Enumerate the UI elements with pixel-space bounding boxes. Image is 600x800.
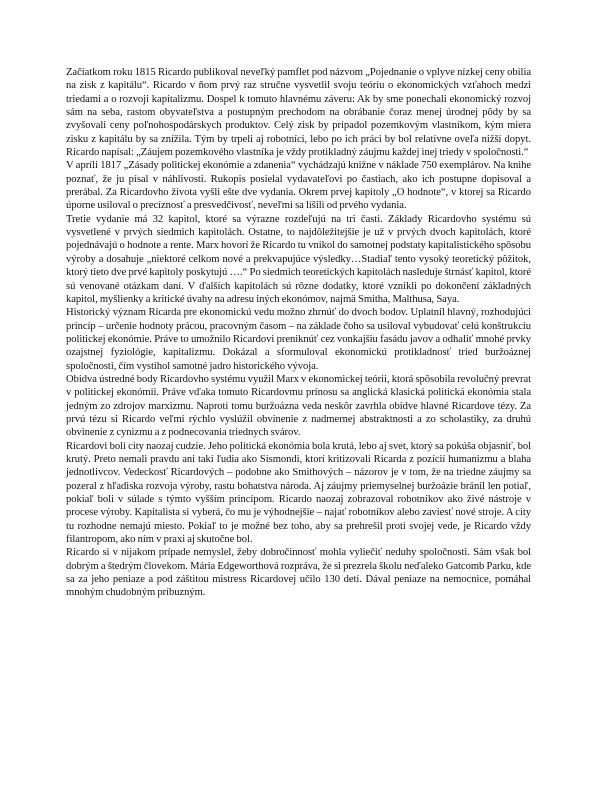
paragraph-3: Tretie vydanie má 32 kapitol, ktoré sa výrazne rozdeľujú na tri časti. Základy Ricardovho systému sú vysvetlené v prvých siedmich kapitolách. Ostatne, to najdôležitejšie je už v prvých dvoch kapitolách, ktoré pojednávajú o hodnote a rente. Marx hovorí že Ricardo tu vnikol do samotnej podstaty kapitalistického spôsobu výroby a dosahuje „niektoré celkom nové a prekvapujúce výsledky…Stadiaľ tento vysoký teoretický pôžitok, ktorý tieto dve prvé kapitoly poskytujú ….“ Po siedmich teoretických kapitolách nasleduje štrnásť kapitol, ktoré sú venované otázkam daní. V ďalších kapitolách sú rôzne dodatky, ktoré vznikli po dokončení základných kapitol, myšlienky a kritické úvahy na adresu iných ekonómov, najmä Smitha, Malthusa, Saya. — [66, 213, 531, 305]
paragraph-1: Začiatkom roku 1815 Ricardo publikoval neveľký pamflet pod názvom „Pojednanie o vplyve nízkej ceny obilia na zisk z kapitálu“. Ricardo v ňom prvý raz stručne vysvetlil svoju teóriu o ekonomických vzťahoch medzi triedami a o rozvoji kapitalizmu. Dospel k tomuto hlavnému záveru: Ak by sme ponechali ekonomický rozvoj sám na seba, rastom obyvateľstva a postupným prechodom na obrábanie čoraz menej úrodnej pôdy by sa zvyšovali ceny poľnohospodárskych produktov. Celý zisk by pripadol pozemkovým vlastníkom, kým miera zisku z kapitálu by sa znížila. Tým by trpeli aj robotníci, lebo po ich práci by bol relatívne oveľa nižší dopyt. Ricardo napísal: „Záujem pozemkového vlastníka je vždy protikladný záujmu každej inej triedy v spoločnosti.“ — [66, 67, 531, 159]
paragraph-5: Obidva ústredné body Ricardovho systému využil Marx v ekonomickej teórii, ktorá spôsobila revolučný prevrat v politickej ekonómii. Práve vďaka tomuto Ricardovmu prínosu sa anglická klasická politická ekonómia stala jedným zo zdrojov marxizmu. Naproti tomu buržoázna veda neskôr zavrhla obidve hlavné Ricardove tézy. Za prvú tézu si Ricardo veľmi rýchlo vyslúžil obvinenie z nadmernej abstraktnosti a zo scholastiky, za druhú obvinenie z cynizmu a z podnecovania triednych svárov. — [66, 373, 531, 439]
body-text — [66, 66, 531, 600]
paragraph-4: Historický význam Ricarda pre ekonomickú vedu možno zhrnúť do dvoch bodov. Uplatnil hlavný, rozhodujúci princíp – určenie hodnoty prácou, pracovným časom – na základe čoho sa usiloval vybudovať celú konštrukciu politickej ekonómie. Práve to umožnilo Ricardovi preniknúť cez vonkajšiu fasádu javov a odhaliť mnohé prvky ozajstnej fyziológie, kapitalizmu. Dokázal a sformuloval ekonomickú protikladnosť tried buržoáznej spoločnosti, čím vystihol samotné jadro historického vývoja. — [66, 307, 531, 372]
paragraph-7: Ricardo si v nijakom prípade nemyslel, žeby dobročinnosť mohla vyliečiť neduhy spoločnosti. Sám však bol dobrým a štedrým človekom. Mária Edgeworthová rozpráva, že si prezrela školu neďaleko Gatcomb Parku, kde sa za jeho peniaze a pod záštitou mistress Ricardovej učilo 130 detí. Dával peniaze na nemocnice, pomáhal mnohým chudobným príbuzným. — [66, 547, 531, 599]
paragraph-2: V apríli 1817 „Zásady politickej ekonómie a zdanenia“ vychádzajú knižne v náklade 750 exemplárov. Na knihe poznať, že ju písal v náhlivosti. Rukopis posielal vydavateľovi po častiach, ako ich postupne dopisoval a prerábal. Za Ricardovho života vyšli ešte dve vydania. Okrem prvej kapitoly „O hodnote“, v ktorej sa Ricardo úporne usiloval o precíznosť a presvedčivosť, neveľmi sa líšili od prvého vydania. — [66, 160, 531, 212]
paragraph-6: Ricardovi boli city naozaj cudzie. Jeho politická ekonómia bola krutá, lebo aj svet, ktorý sa pokúša objasniť, bol krutý. Preto nemali pravdu ani takí ľudia ako Sismondi, ktorí kritizovali Ricarda z pozícií humanizmu a blaha jednotlivcov. Vedeckosť Ricardových – podobne ako Smithových – názorov je v tom, že na triedne záujmy sa pozeral z hľadiska rozvoja výroby, rastu bohatstva národa. Aj záujmy priemyselnej buržoázie bránil len potiaľ, pokiaľ boli v súlade s týmto vyšším princípom. Ricardo naozaj zobrazoval robotníkov ako živé nástroje v procese výroby. Kapitalista si vyberá, čo mu je výhodnejšie – najať robotníkov alebo zaviesť nové stroje. A city tu rozhodne nemajú miesto. Pokiaľ to je možné bez toho, aby sa prehrešil proti svojej vede, je Ricardo vždy filantropom, ako ním v praxi aj skutočne bol. — [66, 440, 531, 546]
